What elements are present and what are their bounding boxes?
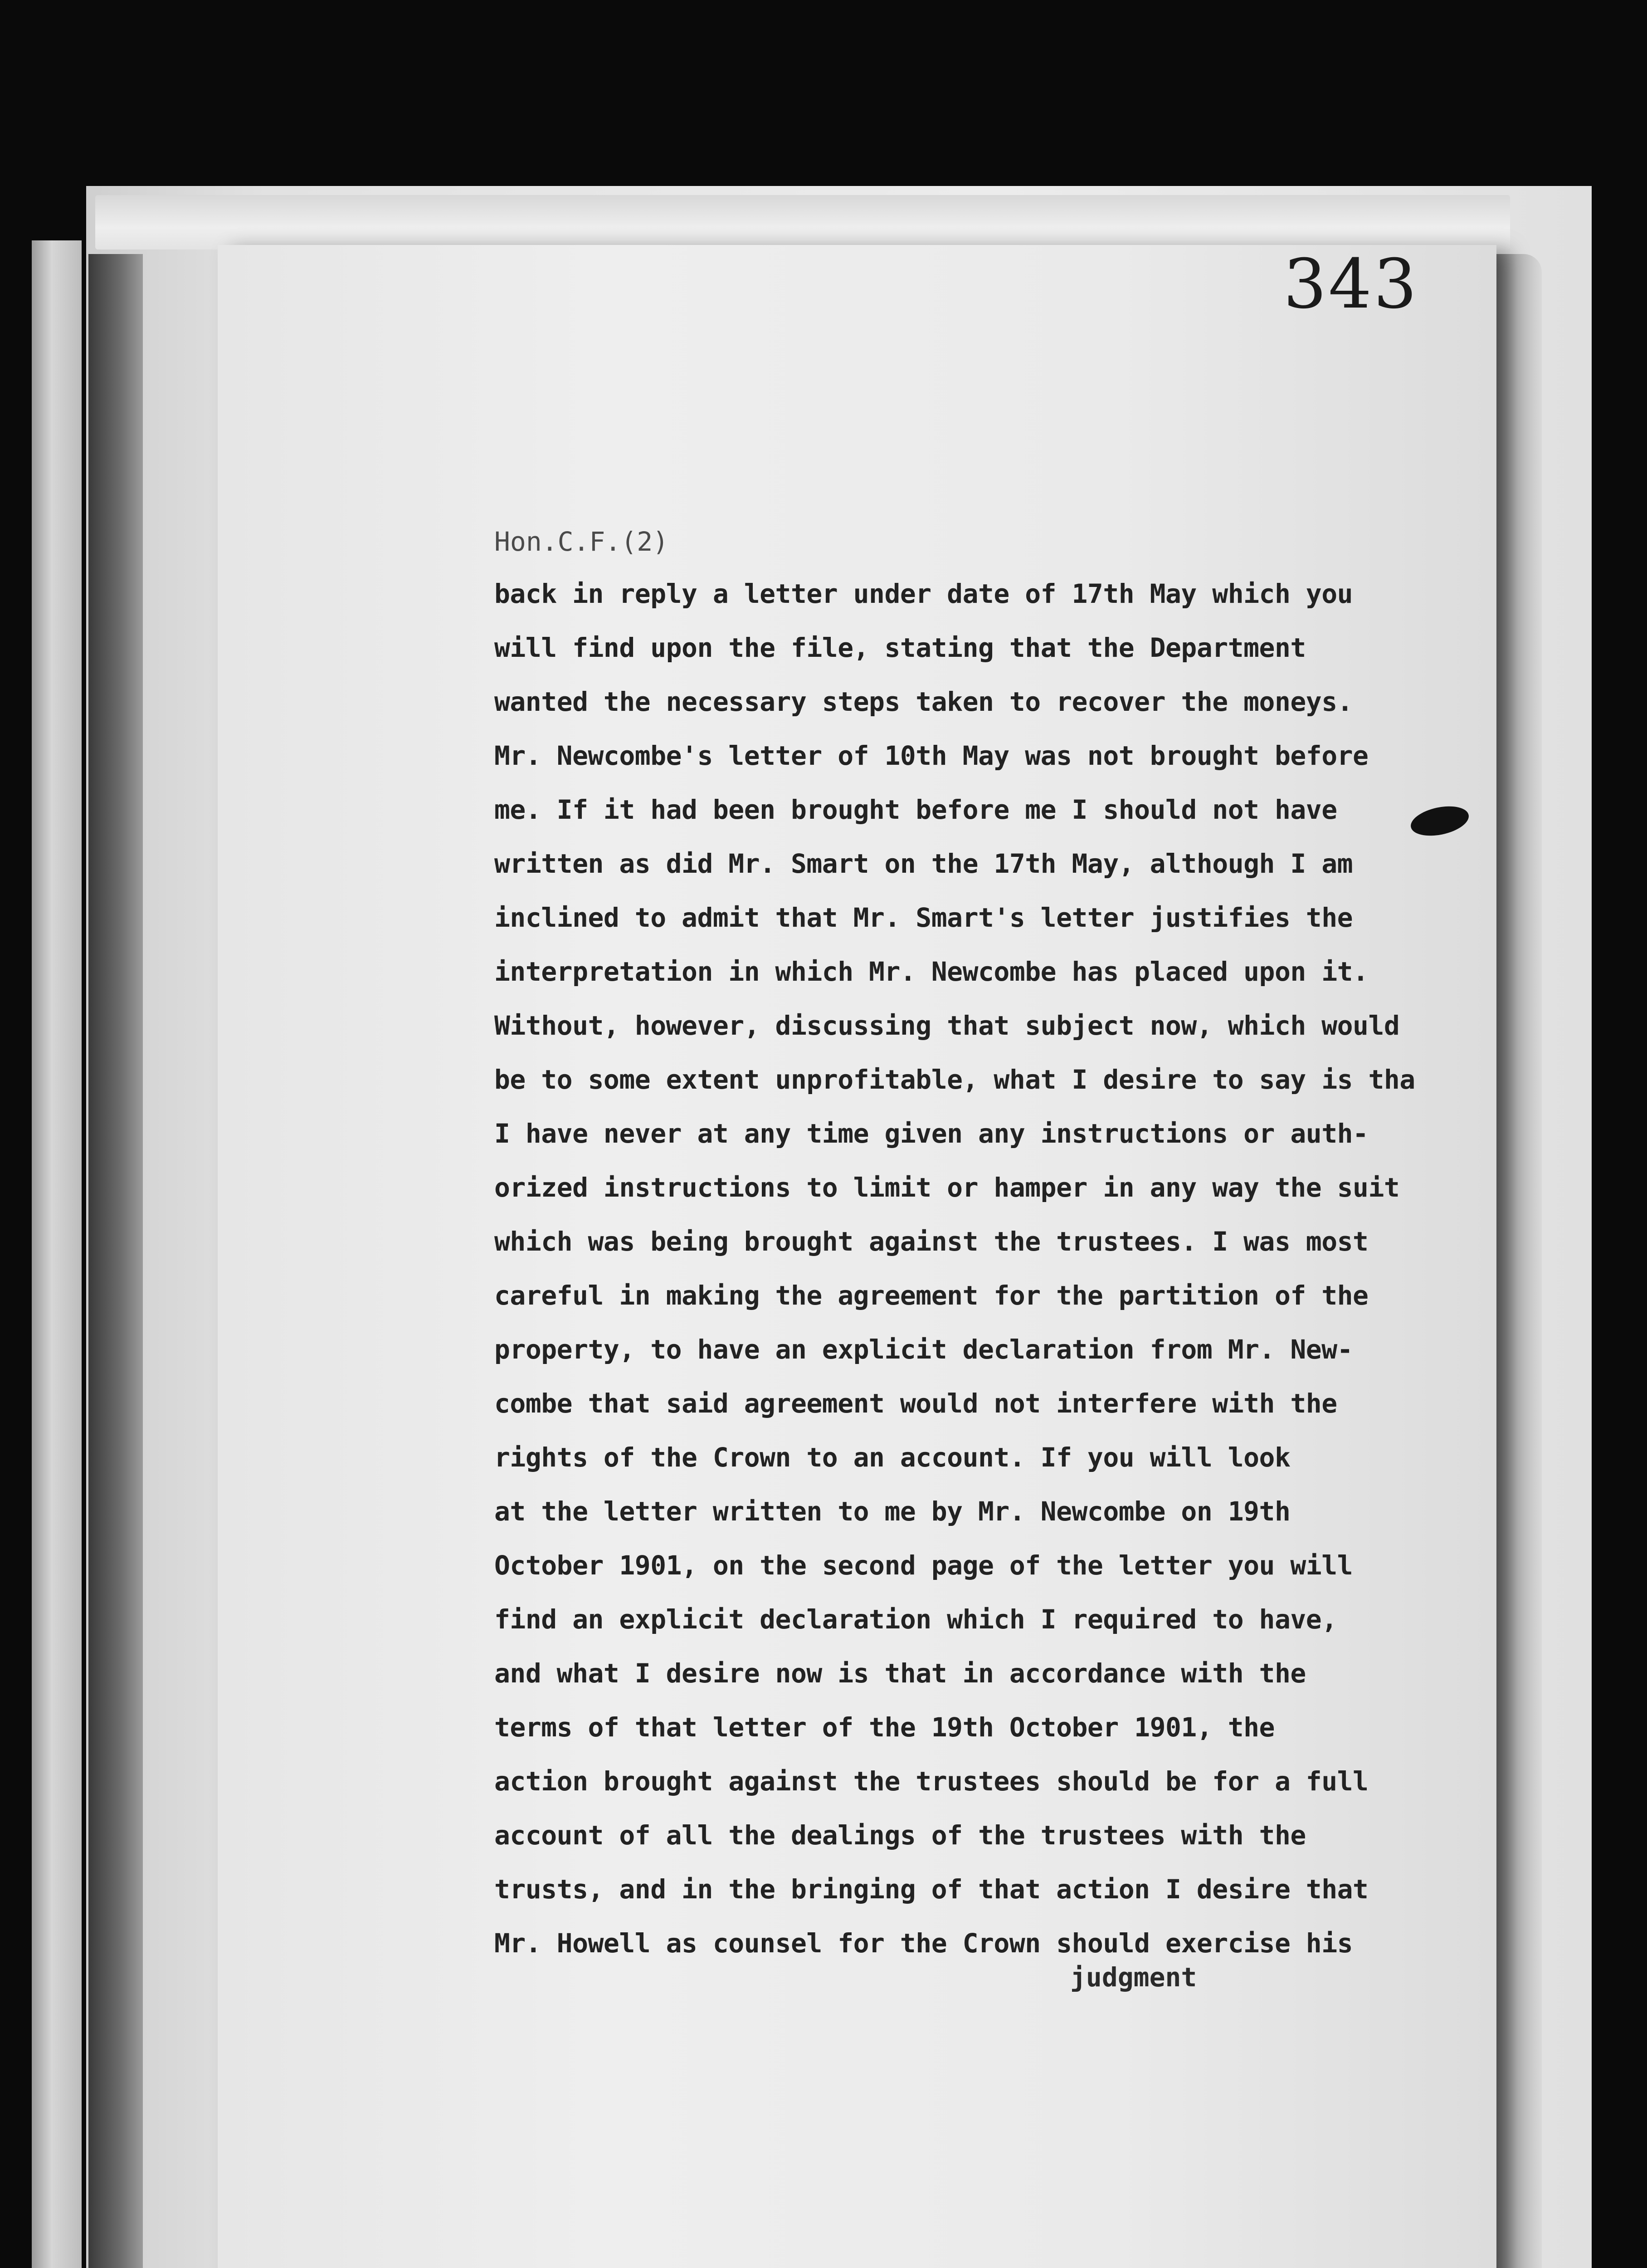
page-right-curl xyxy=(1492,254,1542,2268)
catchword: judgment xyxy=(1070,1962,1197,1993)
text-line: me. If it had been brought before me I should not have xyxy=(494,794,1337,825)
left-binding-strip xyxy=(32,240,82,2268)
text-line: property, to have an explicit declaration from Mr. New- xyxy=(494,1334,1353,1365)
text-line: at the letter written to me by Mr. Newcombe on 19th xyxy=(494,1496,1291,1527)
text-line: will find upon the file, stating that the Department xyxy=(494,632,1306,663)
text-line: October 1901, on the second page of the letter you will xyxy=(494,1550,1353,1581)
text-line: which was being brought against the trustees. I was most xyxy=(494,1226,1369,1257)
text-line: I have never at any time given any instructions or auth- xyxy=(494,1118,1369,1149)
text-line: find an explicit declaration which I required to have, xyxy=(494,1604,1337,1635)
text-line: and what I desire now is that in accordance with the xyxy=(494,1658,1306,1689)
text-line: terms of that letter of the 19th October 1901, the xyxy=(494,1712,1275,1743)
text-line: rights of the Crown to an account. If you will look xyxy=(494,1442,1291,1473)
text-line: careful in making the agreement for the partition of the xyxy=(494,1280,1369,1311)
text-line: Mr. Newcombe's letter of 10th May was not brought before xyxy=(494,740,1369,771)
header-reference: Hon.C.F.(2) xyxy=(494,526,669,557)
text-line: orized instructions to limit or hamper in any way the suit xyxy=(494,1172,1400,1203)
letter-body xyxy=(494,567,1469,1970)
page-top-edge xyxy=(95,195,1510,249)
page-left-shadow xyxy=(88,254,143,2268)
text-line: back in reply a letter under date of 17th May which you xyxy=(494,578,1353,609)
text-line: written as did Mr. Smart on the 17th May, although I am xyxy=(494,848,1353,879)
text-line: combe that said agreement would not interfere with the xyxy=(494,1388,1337,1419)
text-line: trusts, and in the bringing of that action I desire that xyxy=(494,1874,1369,1905)
text-line: action brought against the trustees should be for a full xyxy=(494,1766,1369,1797)
text-line: wanted the necessary steps taken to recover the moneys. xyxy=(494,686,1353,717)
text-line: be to some extent unprofitable, what I desire to say is tha xyxy=(494,1064,1415,1095)
page-number: 343 xyxy=(1283,245,1419,324)
text-line: Without, however, discussing that subject now, which would xyxy=(494,1010,1400,1041)
text-line: account of all the dealings of the trustees with the xyxy=(494,1820,1306,1851)
text-line: inclined to admit that Mr. Smart's letter justifies the xyxy=(494,902,1353,933)
text-line: Mr. Howell as counsel for the Crown should exercise his xyxy=(494,1928,1353,1959)
text-line: interpretation in which Mr. Newcombe has placed upon it. xyxy=(494,956,1369,987)
